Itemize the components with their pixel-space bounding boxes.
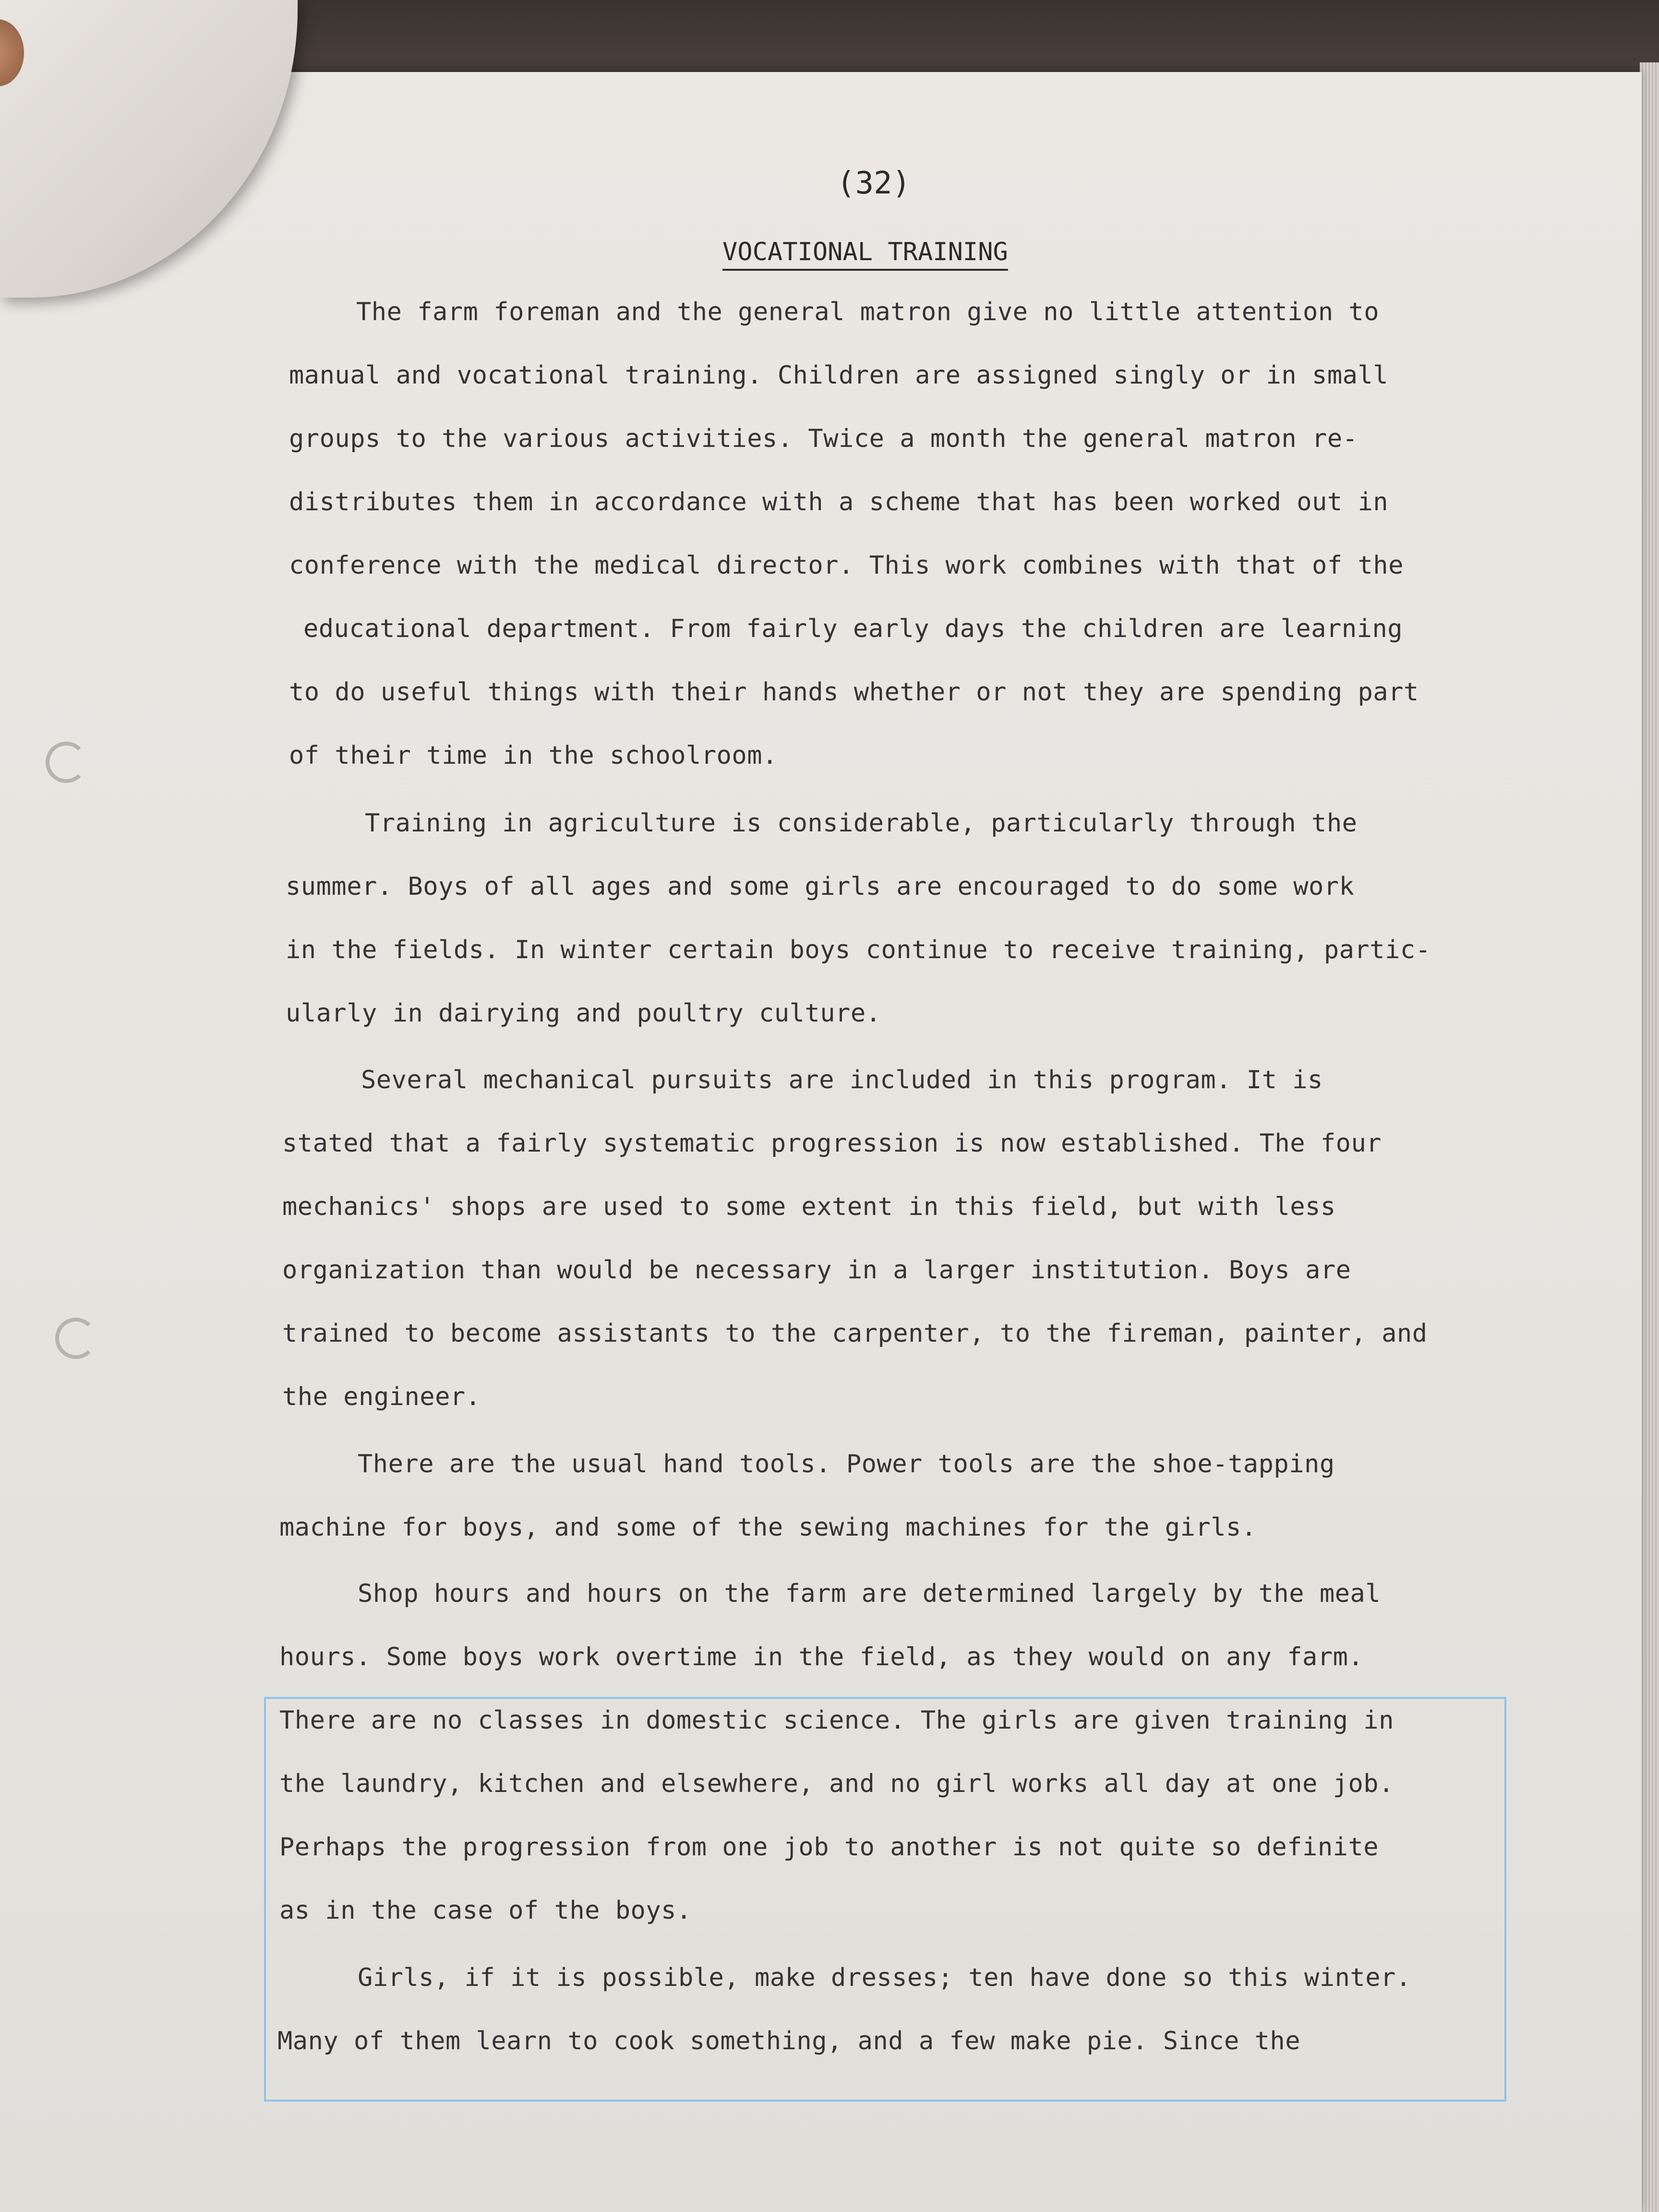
text-line: summer. Boys of all ages and some girls are encouraged to do some work [286, 872, 1355, 901]
text-line: Perhaps the progression from one job to another is not quite so definite [279, 1833, 1379, 1862]
punch-hole-top [46, 742, 87, 783]
text-line: in the fields. In winter certain boys continue to receive training, partic- [286, 936, 1431, 964]
text-line: The farm foreman and the general matron give no little attention to [356, 298, 1380, 326]
text-line: hours. Some boys work overtime in the field, as they would on any farm. [279, 1643, 1364, 1671]
text-line: trained to become assistants to the carpenter, to the fireman, painter, and [282, 1319, 1428, 1348]
text-line: of their time in the schoolroom. [289, 741, 778, 770]
text-line: Many of them learn to cook something, and a few make pie. Since the [277, 2027, 1301, 2056]
text-line: distributes them in accordance with a scheme that has been worked out in [289, 488, 1389, 517]
page-number: (32) [836, 166, 911, 201]
text-line: the engineer. [282, 1382, 481, 1411]
text-line: the laundry, kitchen and elsewhere, and no girl works all day at one job. [279, 1769, 1394, 1798]
text-line: groups to the various activities. Twice a month the general matron re- [289, 424, 1358, 453]
section-heading: VOCATIONAL TRAINING [722, 238, 1008, 266]
text-line: There are no classes in domestic science. The girls are given training in [279, 1706, 1394, 1735]
text-line: ularly in dairying and poultry culture. [286, 999, 881, 1028]
text-line: Shop hours and hours on the farm are determined largely by the meal [358, 1579, 1381, 1608]
text-line: Several mechanical pursuits are included in this program. It is [361, 1066, 1323, 1094]
text-line: machine for boys, and some of the sewing machines for the girls. [279, 1513, 1257, 1542]
text-line: conference with the medical director. This work combines with that of the [289, 551, 1404, 580]
text-line: manual and vocational training. Children are assigned singly or in small [289, 361, 1389, 390]
text-line: stated that a fairly systematic progression is now established. The four [282, 1129, 1382, 1158]
text-line: educational department. From fairly early days the children are learning [303, 614, 1403, 643]
punch-hole-bottom [55, 1318, 96, 1359]
text-line: Training in agriculture is considerable, particularly through the [365, 809, 1358, 838]
text-line: There are the usual hand tools. Power tools are the shoe-tapping [358, 1450, 1335, 1479]
text-line: mechanics' shops are used to some extent in this field, but with less [282, 1192, 1336, 1221]
stacked-page-edges [1640, 62, 1659, 2212]
text-line: organization than would be necessary in a larger institution. Boys are [282, 1256, 1351, 1285]
selection-highlight-box [264, 1697, 1506, 2102]
text-line: to do useful things with their hands whether or not they are spending part [289, 678, 1419, 707]
text-line: as in the case of the boys. [279, 1896, 692, 1925]
text-line: Girls, if it is possible, make dresses; ten have done so this winter. [358, 1963, 1411, 1992]
